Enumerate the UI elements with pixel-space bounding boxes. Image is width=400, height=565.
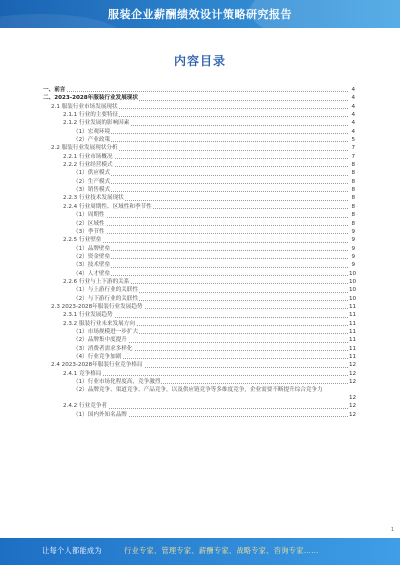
- toc-entry-leader: [73, 378, 348, 386]
- toc-entry-page: 4: [351, 112, 355, 119]
- toc-entry-title: （2）品牌集中度提升: [73, 337, 127, 344]
- toc-entry-page: 8: [351, 187, 355, 194]
- toc-entry-page: 4: [351, 128, 355, 135]
- toc-entry-title: 2.2.3 行业技术发展现状: [63, 195, 124, 202]
- toc-entry[interactable]: [43, 128, 355, 136]
- toc-entry-page: 12: [349, 403, 357, 410]
- toc-entry-leader: [63, 111, 348, 119]
- toc-entry-page: 9: [351, 262, 355, 269]
- toc-entry-page: 12: [349, 379, 357, 386]
- toc-entry[interactable]: [43, 295, 355, 303]
- toc-entry-page: 12: [349, 395, 357, 402]
- toc-entry-title: 2.3.1 行业发展趋势: [63, 312, 113, 319]
- toc-entry-page: 5: [351, 137, 355, 144]
- report-title: 服装企业薪酬绩效设计策略研究报告: [108, 8, 292, 21]
- toc-entry-title: （3）季节性: [73, 228, 105, 235]
- toc-entry[interactable]: [43, 94, 355, 102]
- toc-entry-page: 10: [349, 270, 357, 277]
- toc-entry-title: 2.1.1 行业的主要特征: [63, 112, 119, 119]
- toc-entry-title: 2.2 服装行业发展现状分析: [51, 145, 118, 152]
- toc-entry-page: 10: [349, 295, 357, 302]
- toc-entry-leader: [73, 169, 348, 177]
- toc-entry-page: 12: [349, 411, 357, 418]
- toc-entry[interactable]: [43, 245, 355, 253]
- toc-entry-title: （1）市场规模进一步扩大: [73, 328, 139, 335]
- toc-entry-leader: [51, 103, 348, 111]
- toc-entry-page: 12: [349, 362, 357, 369]
- toc-entry-page: 9: [351, 253, 355, 260]
- toc-entry-page: 8: [351, 178, 355, 185]
- toc-entry-page: 8: [351, 195, 355, 202]
- toc-entry[interactable]: [43, 311, 355, 319]
- toc-entry[interactable]: [43, 286, 355, 294]
- toc-entry-page: 11: [349, 345, 357, 352]
- toc-entry-leader: [73, 328, 348, 336]
- toc-entry-title: 2.3 2023-2028年服装行业发展趋势: [51, 303, 143, 310]
- toc-entry-leader: [73, 136, 348, 144]
- toc-entry-leader: [63, 278, 348, 286]
- toc-entry-title: （1）周期性: [73, 212, 105, 219]
- toc-entry-title: （1）品牌壁垒: [73, 245, 111, 252]
- toc-entry-leader: [73, 211, 348, 219]
- toc-entry-leader: [73, 128, 348, 136]
- page-number: 1: [390, 527, 394, 533]
- toc-entry[interactable]: [43, 203, 355, 211]
- toc-entry-leader: [73, 353, 348, 361]
- toc-entry[interactable]: [43, 336, 355, 344]
- toc-entry-page: 10: [349, 287, 357, 294]
- toc-entry-title: 2.3.2 服装行业未来发展方向: [63, 320, 135, 327]
- toc-entry-page: 11: [349, 328, 357, 335]
- toc-entry-leader: [73, 261, 348, 269]
- toc-entry[interactable]: [43, 236, 355, 244]
- toc-entry[interactable]: [43, 111, 355, 119]
- page-footer: [0, 538, 400, 565]
- toc-entry[interactable]: [43, 119, 355, 127]
- toc-entry[interactable]: [43, 278, 355, 286]
- toc-entry-page: 4: [351, 95, 355, 102]
- toc-entry[interactable]: [43, 178, 355, 186]
- toc-entry-leader: [73, 386, 348, 394]
- toc-entry-leader: [73, 295, 348, 303]
- toc-entry-title: （2）资金壁垒: [73, 253, 111, 260]
- toc-entry[interactable]: [43, 303, 355, 311]
- toc-entry-title: （3）技术壁垒: [73, 262, 111, 269]
- toc-entry[interactable]: [43, 270, 355, 278]
- toc-entry-leader: [73, 286, 348, 294]
- toc-entry-title: （2）与下游行业的关联性: [73, 295, 139, 302]
- toc-entry[interactable]: [43, 328, 355, 336]
- toc-entry[interactable]: [43, 186, 355, 194]
- toc-entry[interactable]: [43, 386, 355, 402]
- toc-entry-leader: [51, 303, 348, 311]
- toc-entry-page: 4: [351, 87, 355, 93]
- footer-slogan: 让每个人都能成为: [42, 546, 102, 555]
- toc-entry-title: （2）品牌竞争、渠道竞争、产品竞争，以及供应链竞争等多维度竞争，企业需要不断提升综合竞争力: [73, 387, 323, 394]
- toc-entry-title: （1）行业市场化程度高，竞争激烈: [73, 379, 161, 386]
- footer-experts: 行业专家、管理专家、薪酬专家、战略专家、咨询专家……: [124, 546, 319, 555]
- toc-entry[interactable]: [43, 370, 355, 378]
- toc-entry-title: 2.4.2 行业竞争者: [63, 403, 107, 410]
- toc-entry-page: 9: [351, 228, 355, 235]
- toc-title: 内容目录: [173, 54, 226, 68]
- toc-entry-title: 2.2.1 行业市场概况: [63, 153, 113, 160]
- toc-entry-leader: [63, 119, 348, 127]
- toc-entry[interactable]: [43, 253, 355, 261]
- toc-entry-leader: [73, 270, 348, 278]
- toc-entry-leader: [73, 245, 348, 253]
- toc-entry-leader: [63, 370, 348, 378]
- toc-entry-title: 2.4 2023-2028年服装行业竞争格局: [51, 362, 143, 369]
- toc-entry-title: （1）供应模式: [73, 170, 111, 177]
- toc-entry[interactable]: [43, 361, 355, 369]
- toc-entry-leader: [51, 361, 348, 369]
- toc-entry-leader: [43, 94, 348, 102]
- toc-entry-page: 10: [349, 278, 357, 285]
- toc-entry[interactable]: [43, 194, 355, 202]
- toc-entry-title: （4）行业竞争加剧: [73, 354, 122, 360]
- toc-entry-page: 11: [349, 337, 357, 344]
- toc-entry-page: 9: [351, 237, 355, 244]
- toc-entry-title: （4）人才壁垒: [73, 270, 111, 277]
- toc-entry[interactable]: [43, 228, 355, 236]
- toc-entry[interactable]: [43, 161, 355, 169]
- toc-entry[interactable]: [43, 211, 355, 219]
- toc-entry-page: 8: [351, 162, 355, 169]
- toc-entry-title: 2.1.2 行业发展的影响因素: [63, 120, 130, 127]
- toc-entry-leader: [63, 311, 348, 319]
- toc-entry[interactable]: [43, 345, 355, 353]
- toc-entry[interactable]: [43, 402, 355, 410]
- toc-entry-leader: [73, 411, 348, 419]
- toc-entry[interactable]: [43, 86, 355, 94]
- toc-entry-page: 11: [349, 354, 357, 360]
- toc-entry-title: （3）消费者需求多样化: [73, 345, 133, 352]
- toc-entry-title: 2.2.4 行业周期性、区域性和季节性: [63, 203, 152, 210]
- toc-entry-page: 8: [351, 203, 355, 210]
- toc-entry-leader: [73, 228, 348, 236]
- toc-entry-page: 7: [351, 145, 355, 152]
- toc-entry-title: （1）国内外知名品牌: [73, 411, 127, 418]
- toc-entry-title: 2.2.6 行业与上下游的关系: [63, 278, 130, 285]
- toc-entry-title: （3）销售模式: [73, 187, 111, 194]
- toc-entry-page: 12: [349, 370, 357, 377]
- toc-entry-title: （2）区域性: [73, 220, 105, 227]
- toc-entry-leader: [63, 203, 348, 211]
- toc-entry-title: （1）与上游行业的关联性: [73, 287, 139, 294]
- toc-entry-title: 2.1 服装行业市场发展现状: [51, 103, 118, 110]
- toc-entry-leader: [73, 186, 348, 194]
- toc-entry-page: 4: [351, 120, 355, 127]
- toc-entry-leader: [63, 236, 348, 244]
- toc-entry[interactable]: [43, 353, 355, 361]
- toc-entry-page: 11: [349, 320, 357, 327]
- toc-entry-title: （1）宏观环境: [73, 128, 111, 135]
- toc-entry-leader: [73, 220, 348, 228]
- toc-entry-page: 9: [351, 245, 355, 252]
- toc-entry-page: 8: [351, 170, 355, 177]
- toc-entry[interactable]: [43, 144, 355, 152]
- toc-entry-title: （2）生产模式: [73, 178, 111, 185]
- toc-entry[interactable]: [43, 136, 355, 144]
- toc-entry-title: 2.2.2 行业经营模式: [63, 162, 113, 169]
- toc-entry-page: 11: [349, 312, 357, 319]
- page-header: [0, 0, 400, 28]
- toc-entry-page: 11: [349, 303, 357, 310]
- toc-entry-title: （2）产业政策: [73, 137, 111, 144]
- toc-entry[interactable]: [43, 320, 355, 328]
- toc-entry[interactable]: [43, 220, 355, 228]
- toc-entry-leader: [63, 320, 348, 328]
- toc-entry[interactable]: [43, 378, 355, 386]
- toc-entry-leader: [73, 253, 348, 261]
- toc-entry-leader: [73, 178, 348, 186]
- toc-entry-leader: [43, 86, 348, 94]
- toc-entry-title: 一、前言: [43, 87, 66, 93]
- toc-entry-leader: [73, 336, 348, 344]
- toc-entry-leader: [51, 144, 348, 152]
- toc-entry-leader: [73, 345, 348, 353]
- toc-entry[interactable]: [43, 153, 355, 161]
- toc-entry-leader: [63, 402, 348, 410]
- toc-entry-page: 4: [351, 103, 355, 110]
- toc-entry-title: 二、2023-2028年服装行业发展现状: [43, 95, 138, 102]
- toc-entry-title: 2.4.1 竞争格局: [63, 370, 102, 377]
- toc-entry-leader: [63, 153, 348, 161]
- table-of-contents: [43, 86, 355, 419]
- toc-entry-title: 2.2.5 行业壁垒: [63, 237, 102, 244]
- toc-entry[interactable]: [43, 103, 355, 111]
- toc-entry[interactable]: [43, 261, 355, 269]
- toc-entry[interactable]: [43, 411, 355, 419]
- toc-entry-leader: [63, 194, 348, 202]
- toc-entry-page: 8: [351, 220, 355, 227]
- toc-entry[interactable]: [43, 169, 355, 177]
- toc-entry-page: 7: [351, 153, 355, 160]
- toc-entry-leader: [63, 161, 348, 169]
- toc-entry-page: 8: [351, 212, 355, 219]
